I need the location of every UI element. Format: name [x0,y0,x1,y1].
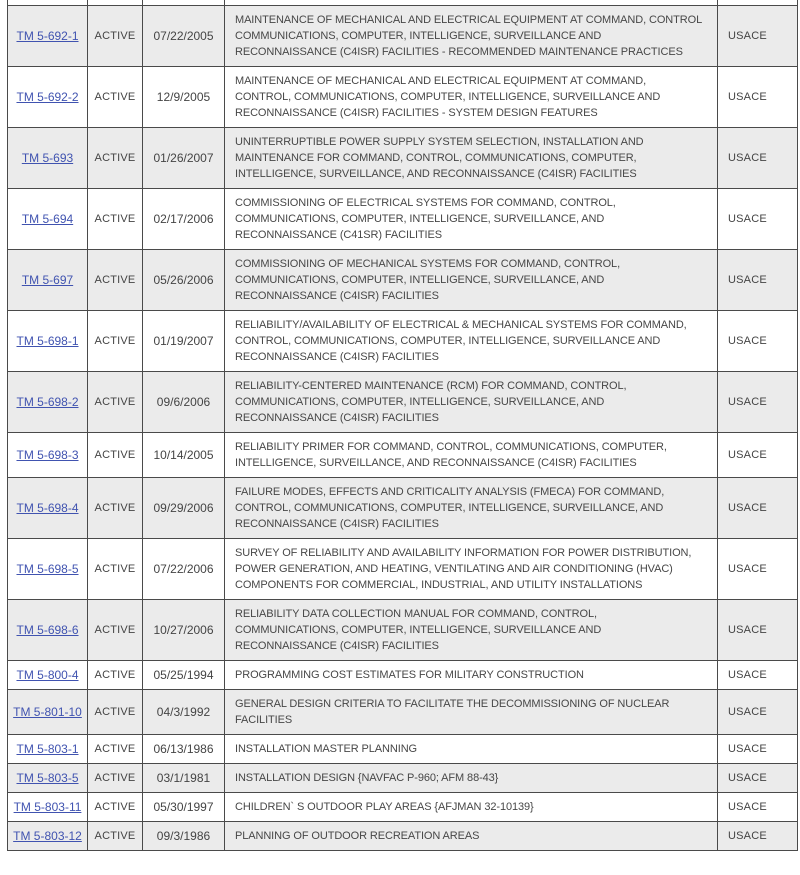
date-cell: 03/1/1981 [143,764,225,793]
status-cell: ACTIVE [88,189,143,250]
status-cell: ACTIVE [88,539,143,600]
table-row [8,433,798,478]
date-cell: 05/26/2006 [143,250,225,311]
table-row [8,661,798,690]
date-cell: 09/29/2006 [143,478,225,539]
document-number-cell [8,433,88,478]
status-cell: ACTIVE [88,764,143,793]
table-row [8,822,798,851]
proponent-cell: USACE [718,311,798,372]
document-link[interactable]: TM 5-698-6 [16,623,79,637]
document-number-cell [8,735,88,764]
date-cell: 09/6/2006 [143,372,225,433]
document-link[interactable]: TM 5-692-1 [16,29,79,43]
date-cell: 09/3/1986 [143,822,225,851]
proponent-cell: USACE [718,764,798,793]
title-cell: INSTALLATION MASTER PLANNING [225,735,718,764]
document-link[interactable]: TM 5-803-11 [13,800,82,814]
document-link[interactable]: TM 5-698-2 [16,395,79,409]
document-link[interactable]: TM 5-698-1 [16,334,79,348]
document-number-cell [8,764,88,793]
table-row [8,372,798,433]
date-cell: 06/13/1986 [143,735,225,764]
proponent-cell: USACE [718,372,798,433]
title-cell: GENERAL DESIGN CRITERIA TO FACILITATE THE DECOMMISSIONING OF NUCLEAR FACILITIES [225,690,718,735]
document-link[interactable]: TM 5-692-2 [16,90,79,104]
table-row [8,539,798,600]
title-cell: INSTALLATION DESIGN {NAVFAC P-960; AFM 88-43} [225,764,718,793]
document-link[interactable]: TM 5-697 [21,273,74,287]
status-cell: ACTIVE [88,6,143,67]
table-row [8,690,798,735]
table-row [8,128,798,189]
table-row [8,600,798,661]
table-row [8,189,798,250]
status-cell: ACTIVE [88,735,143,764]
proponent-cell: USACE [718,189,798,250]
table-row [8,764,798,793]
title-cell: PROGRAMMING COST ESTIMATES FOR MILITARY CONSTRUCTION [225,661,718,690]
proponent-cell: USACE [718,6,798,67]
proponent-cell: USACE [718,690,798,735]
status-cell: ACTIVE [88,600,143,661]
proponent-cell: USACE [718,250,798,311]
document-number-cell [8,661,88,690]
title-cell: FAILURE MODES, EFFECTS AND CRITICALITY ANALYSIS (FMECA) FOR COMMAND, CONTROL, COMMUNICATIONS, COMPUTER, INTELLIGENCE, SURVEILLANCE, AND RECONNAISSANCE (C4ISR) FACILITIES [225,478,718,539]
date-cell: 10/27/2006 [143,600,225,661]
title-cell: RELIABILITY PRIMER FOR COMMAND, CONTROL, COMMUNICATIONS, COMPUTER, INTELLIGENCE, SURVEILLANCE, AND RECONNAISSANCE (C4ISR) FACILITIES [225,433,718,478]
status-cell: ACTIVE [88,311,143,372]
status-cell: ACTIVE [88,372,143,433]
proponent-cell: USACE [718,128,798,189]
proponent-cell: USACE [718,539,798,600]
date-cell: 05/25/1994 [143,661,225,690]
document-number-cell [8,128,88,189]
table-row [8,478,798,539]
proponent-cell: USACE [718,793,798,822]
status-cell: ACTIVE [88,67,143,128]
status-cell: ACTIVE [88,661,143,690]
document-number-cell [8,250,88,311]
status-cell: ACTIVE [88,478,143,539]
table-row [8,67,798,128]
table-row [8,735,798,764]
title-cell: RELIABILITY DATA COLLECTION MANUAL FOR COMMAND, CONTROL, COMMUNICATIONS, COMPUTER, INTELLIGENCE, SURVEILLANCE AND RECONNAISSANCE (C4ISR) FACILITIES [225,600,718,661]
document-link[interactable]: TM 5-698-5 [16,562,79,576]
title-cell: MAINTENANCE OF MECHANICAL AND ELECTRICAL EQUIPMENT AT COMMAND, CONTROL COMMUNICATIONS, COMPUTER, INTELLIGENCE, SURVEILLANCE AND RECONNAISSANCE (C4ISR) FACILITIES - RECOMMENDED MAINTENANCE PRACTICES [225,6,718,67]
document-number-cell [8,600,88,661]
date-cell: 05/30/1997 [143,793,225,822]
documents-table [7,0,798,851]
document-number-cell [8,189,88,250]
table-row [8,793,798,822]
title-cell: PLANNING OF OUTDOOR RECREATION AREAS [225,822,718,851]
document-number-cell [8,822,88,851]
document-link[interactable]: TM 5-693 [21,151,74,165]
title-cell: RELIABILITY/AVAILABILITY OF ELECTRICAL & MECHANICAL SYSTEMS FOR COMMAND, CONTROL, COMMUNICATIONS, COMPUTER, INTELLIGENCE, SURVEILLANCE AND RECONNAISSANCE (C4ISR) FACILITIES [225,311,718,372]
status-cell: ACTIVE [88,128,143,189]
proponent-cell: USACE [718,478,798,539]
title-cell: UNINTERRUPTIBLE POWER SUPPLY SYSTEM SELECTION, INSTALLATION AND MAINTENANCE FOR COMMAND, CONTROL, COMMUNICATIONS, COMPUTER, INTELLIGENCE, SURVEILLANCE, AND RECONNAISSANCE (C4ISR) FACILITIES [225,128,718,189]
document-number-cell [8,311,88,372]
date-cell: 04/3/1992 [143,690,225,735]
date-cell: 07/22/2005 [143,6,225,67]
document-link[interactable]: TM 5-801-10 [13,705,82,719]
document-link[interactable]: TM 5-803-1 [16,742,79,756]
title-cell: MAINTENANCE OF MECHANICAL AND ELECTRICAL EQUIPMENT AT COMMAND, CONTROL, COMMUNICATIONS, COMPUTER, INTELLIGENCE, SURVEILLANCE AND RECONNAISSANCE (C4ISR) FACILITIES - SYSTEM DESIGN FEATURES [225,67,718,128]
proponent-cell: USACE [718,600,798,661]
date-cell: 12/9/2005 [143,67,225,128]
document-link[interactable]: TM 5-803-12 [13,829,82,843]
document-number-cell [8,67,88,128]
document-number-cell [8,793,88,822]
title-cell: CHILDREN` S OUTDOOR PLAY AREAS {AFJMAN 32-10139} [225,793,718,822]
title-cell: RELIABILITY-CENTERED MAINTENANCE (RCM) FOR COMMAND, CONTROL, COMMUNICATIONS, COMPUTER, INTELLIGENCE, SURVEILLANCE, AND RECONNAISSANCE (C4ISR) FACILITIES [225,372,718,433]
date-cell: 02/17/2006 [143,189,225,250]
table-row [8,311,798,372]
date-cell: 01/19/2007 [143,311,225,372]
status-cell: ACTIVE [88,690,143,735]
document-number-cell [8,478,88,539]
document-link[interactable]: TM 5-803-5 [16,771,79,785]
status-cell: ACTIVE [88,433,143,478]
document-link[interactable]: TM 5-694 [21,212,74,226]
date-cell: 07/22/2006 [143,539,225,600]
table-row [8,250,798,311]
document-number-cell [8,372,88,433]
date-cell: 10/14/2005 [143,433,225,478]
date-cell: 01/26/2007 [143,128,225,189]
document-number-cell [8,690,88,735]
proponent-cell: USACE [718,661,798,690]
table-row [8,6,798,67]
status-cell: ACTIVE [88,822,143,851]
proponent-cell: USACE [718,735,798,764]
proponent-cell: USACE [718,67,798,128]
title-cell: COMMISSIONING OF ELECTRICAL SYSTEMS FOR COMMAND, CONTROL, COMMUNICATIONS, COMPUTER, INTELLIGENCE, SURVEILLANCE, AND RECONNAISSANCE (C41SR) FACILITIES [225,189,718,250]
proponent-cell: USACE [718,433,798,478]
document-link[interactable]: TM 5-800-4 [16,668,79,682]
documents-table-body [8,0,798,851]
status-cell: ACTIVE [88,793,143,822]
title-cell: SURVEY OF RELIABILITY AND AVAILABILITY INFORMATION FOR POWER DISTRIBUTION, POWER GENERATION, AND HEATING, VENTILATING AND AIR CONDITIONING (HVAC) COMPONENTS FOR COMMERCIAL, INDUSTRIAL, AND UTILITY INSTALLATIONS [225,539,718,600]
document-number-cell [8,539,88,600]
proponent-cell: USACE [718,822,798,851]
document-link[interactable]: TM 5-698-4 [16,501,79,515]
title-cell: COMMISSIONING OF MECHANICAL SYSTEMS FOR COMMAND, CONTROL, COMMUNICATIONS, COMPUTER, INTELLIGENCE, SURVEILLANCE, AND RECONNAISSANCE (C4ISR) FACILITIES [225,250,718,311]
document-link[interactable]: TM 5-698-3 [16,448,79,462]
status-cell: ACTIVE [88,250,143,311]
document-number-cell [8,6,88,67]
